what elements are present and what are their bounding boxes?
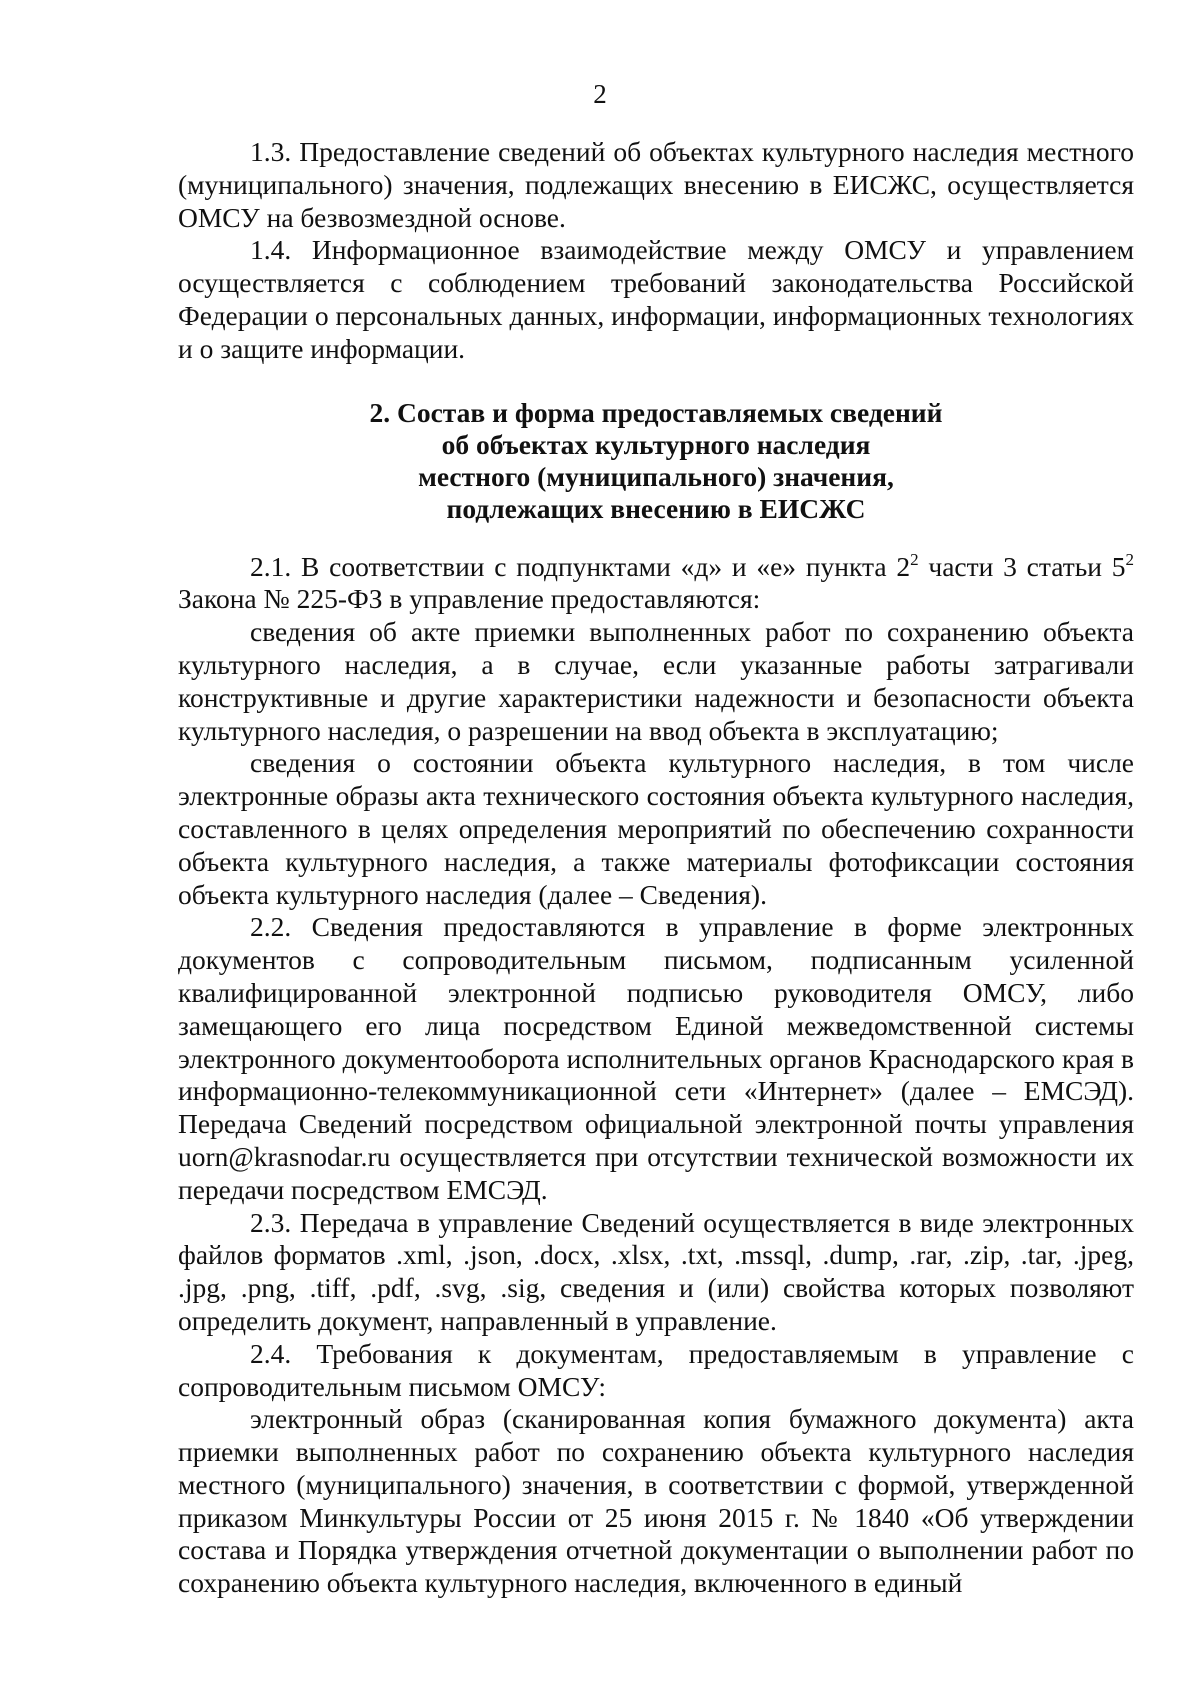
paragraph-1-3: 1.3. Предоставление сведений об объектах культурного наследия местного (муниципального) значения, подлежащих внесению в ЕИСЖС, осуществляется ОМСУ на безвозмездной основе. bbox=[178, 136, 1134, 233]
paragraph-2-2 bbox=[178, 911, 1134, 1206]
paragraph-2-1-text-b: части 3 статьи 5 bbox=[918, 550, 1126, 582]
email-address: uorn@krasnodar.ru bbox=[178, 1140, 391, 1172]
paragraph-2-2-text-b: осуществляется при отсутствии технической возможности их передачи посредством ЕМСЭД. bbox=[178, 1140, 1134, 1205]
paragraph-2-1-text-c: Закона № 225-ФЗ в управление предоставляются: bbox=[178, 583, 761, 615]
section-2-heading-line-3: местного (муниципального) значения, bbox=[418, 460, 894, 492]
paragraph-2-4: 2.4. Требования к документам, предоставляемым в управление с сопроводительным письмом ОМСУ: bbox=[178, 1337, 1134, 1402]
section-2-heading-line-4: подлежащих внесению в ЕИСЖС bbox=[446, 492, 866, 524]
section-2-heading-line-2: об объектах культурного наследия bbox=[441, 428, 871, 460]
paragraph-2-1-item-condition: сведения о состоянии объекта культурного наследия, в том числе электронные образы акта технического состояния объекта культурного наследия, составленного в целях определения мероприятий по обеспечению сохранности объекта культурного наследия, а также материалы фотофиксации состояния объекта культурного наследия (далее – Сведения). bbox=[178, 747, 1134, 910]
paragraph-2-4-item-scan: электронный образ (сканированная копия бумажного документа) акта приемки выполненных работ по сохранению объекта культурного наследия местного (муниципального) значения, в соответствии с формой, утвержденной приказом Минкультуры России от 25 июня 2015 г. № 1840 «Об утверждении состава и Порядка утверждения отчетной документации о выполнении работ по сохранению объекта культурного наследия, включенного в единый bbox=[178, 1403, 1134, 1599]
document-body bbox=[178, 136, 1134, 1600]
section-2-heading-line-1: 2. Состав и форма предоставляемых сведений bbox=[369, 396, 943, 428]
paragraph-2-1 bbox=[178, 551, 1134, 617]
page-number: 2 bbox=[593, 79, 607, 109]
paragraph-2-2-text-a: 2.2. Сведения предоставляются в управление в форме электронных документов с сопроводительным письмом, подписанным усиленной квалифицированной электронной подписью руководителя ОМСУ, либо замещающего его лица посредством Единой межведомственной системы электронного документооборота исполнительных органов Краснодарского края в информационно-телекоммуникационной сети «Интернет» (далее – ЕМСЭД). Передача Сведений посредством официальной электронной почты управления bbox=[178, 911, 1134, 1140]
paragraph-2-3: 2.3. Передача в управление Сведений осуществляется в виде электронных файлов форматов .xml, .json, .docx, .xlsx, .txt, .mssql, .dump, .rar, .zip, .tar, .jpeg, .jpg, .png, .tiff, .pdf, .svg, .sig, сведения и (или) свойства которых позволяют определить документ, направленный в управление. bbox=[178, 1206, 1134, 1336]
paragraph-2-1-text-a: 2.1. В соответствии с подпунктами «д» и «е» пункта 2 bbox=[250, 550, 911, 582]
paragraph-2-1-item-acceptance-act: сведения об акте приемки выполненных работ по сохранению объекта культурного наследия, а в случае, если указанные работы затрагивали конструктивные и другие характеристики надежности и безопасности объекта культурного наследия, о разрешении на ввод объекта в эксплуатацию; bbox=[178, 616, 1134, 746]
paragraph-1-4: 1.4. Информационное взаимодействие между ОМСУ и управлением осуществляется с соблюдением требований законодательства Российской Федерации о персональных данных, информации, информационных технологиях и о защите информации. bbox=[178, 234, 1134, 364]
superscript-2b: 2 bbox=[1125, 549, 1134, 569]
section-2-heading bbox=[178, 397, 1134, 525]
superscript-2: 2 bbox=[910, 549, 919, 569]
